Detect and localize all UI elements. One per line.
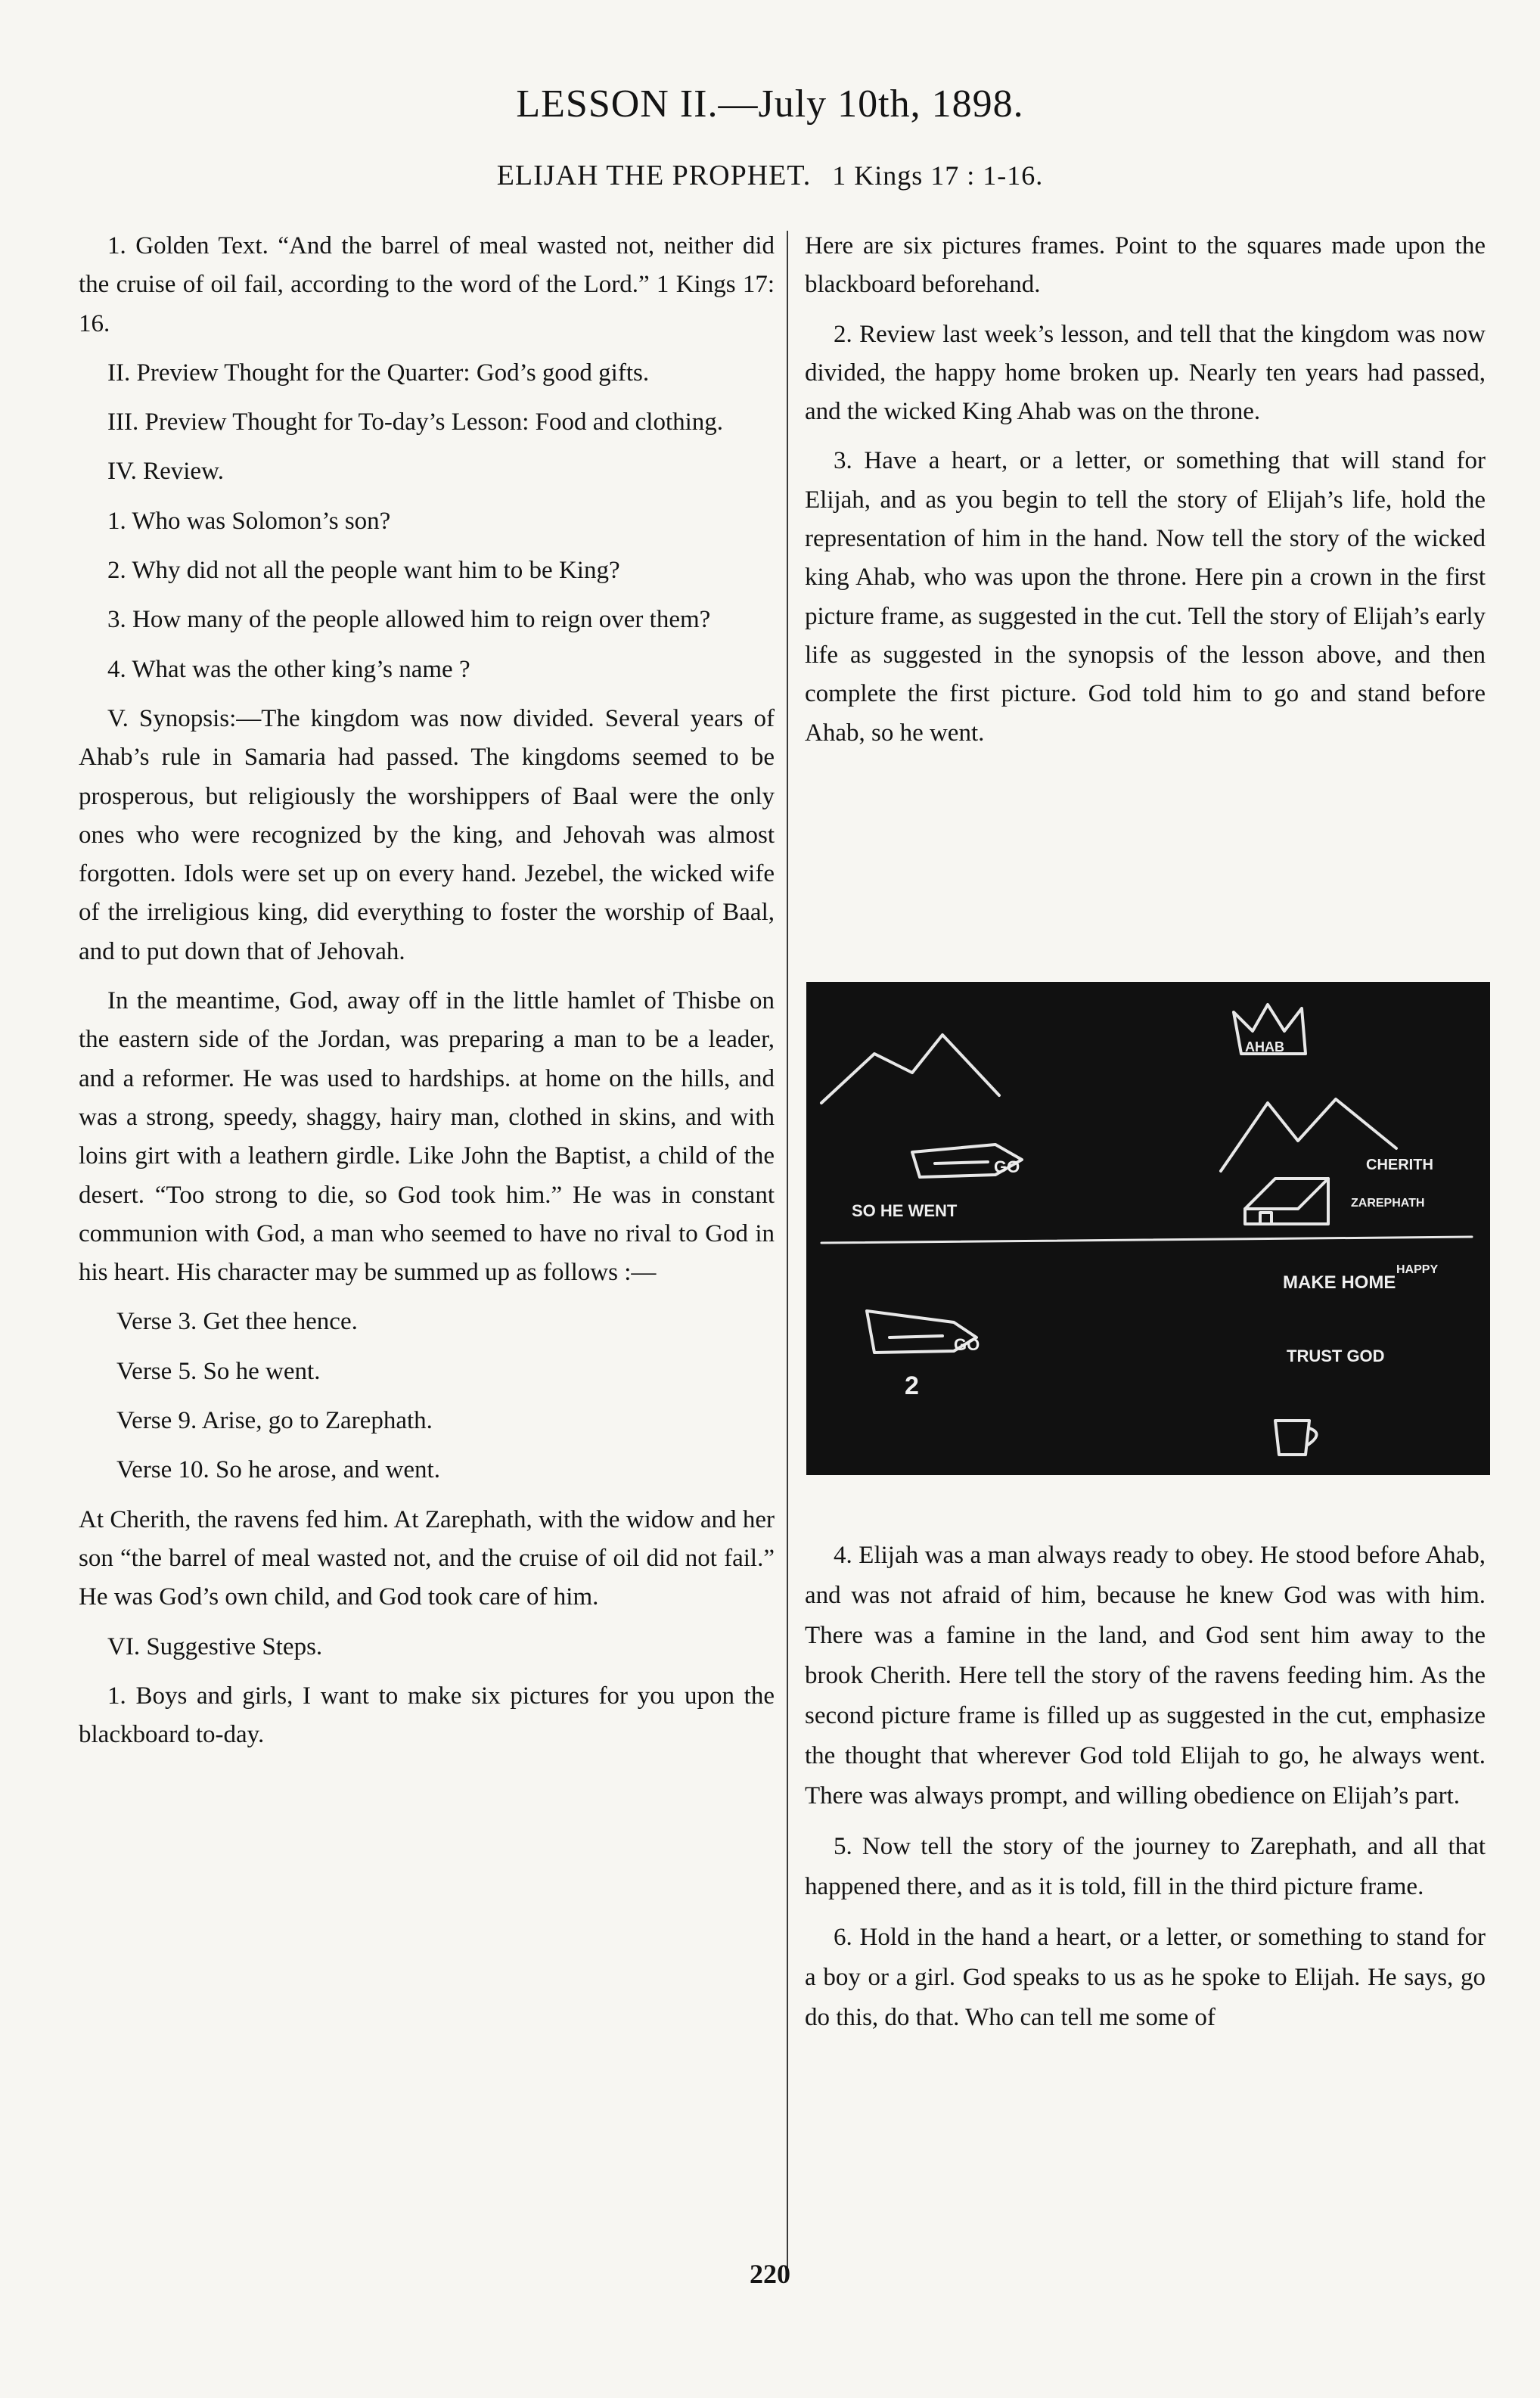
column-divider bbox=[787, 231, 788, 2273]
step-1: 1. Boys and girls, I want to make six pictures for you upon the blackboard to-day. bbox=[79, 1682, 775, 1749]
step-2: 2. Review last week’s lesson, and tell that the kingdom was now divided, the happy home broken up. Nearly ten years had passed, and the wicked King Ahab was on the throne. bbox=[805, 320, 1486, 426]
go-label-2: GO bbox=[954, 1335, 980, 1354]
crown-label: AHAB bbox=[1245, 1039, 1284, 1055]
make-home-label: MAKE HOME bbox=[1283, 1272, 1396, 1293]
synopsis: V. Synopsis:—The kingdom was now divided. Several years of Ahab’s rule in Samaria had passed. The kingdoms seemed to be prosperous, but religiously the worshippers of Baal were the only ones who were recognized by the king, and Jehovah was almost forgotten. Idols were set up on every hand. Jezebel, the wicked wife of the irreligious king, did everything to foster the worship of Baal, and to put down that of Jehovah. bbox=[79, 704, 775, 965]
review-question-3: 3. How many of the people allowed him to reign over them? bbox=[107, 606, 711, 634]
mountains-left-drawing bbox=[821, 1035, 999, 1103]
lesson-subtitle bbox=[0, 159, 1540, 192]
divider-line bbox=[821, 1237, 1472, 1243]
so-he-went-label: SO HE WENT bbox=[852, 1201, 958, 1220]
go-label-1: GO bbox=[994, 1157, 1020, 1176]
cherith-label: CHERITH bbox=[1366, 1157, 1433, 1173]
right-column-top bbox=[805, 227, 1486, 753]
cup-icon bbox=[1275, 1421, 1317, 1455]
step-6: 6. Hold in the hand a heart, or a letter, or something to stand for a boy or a girl. God speaks to us as he spoke to Elijah. He says, go do this, do that. Who can tell me some of bbox=[805, 1924, 1486, 2031]
step-1-continued: Here are six pictures frames. Point to the squares made upon the blackboard beforehand. bbox=[805, 232, 1486, 299]
verse-5: Verse 5. So he went. bbox=[116, 1357, 321, 1385]
zarephath-label: ZAREPHATH bbox=[1351, 1197, 1425, 1210]
review-heading: IV. Review. bbox=[107, 458, 224, 486]
review-question-4: 4. What was the other king’s name ? bbox=[107, 655, 470, 683]
right-column-bottom bbox=[805, 1536, 1486, 2038]
step-5: 5. Now tell the story of the journey to Zarephath, and all that happened there, and as it is told, fill in the third picture frame. bbox=[805, 1833, 1486, 1900]
blackboard-illustration bbox=[806, 982, 1490, 1475]
altar-drawing bbox=[1245, 1179, 1328, 1224]
cherith-paragraph: At Cherith, the ravens fed him. At Zarephath, with the widow and her son “the barrel of meal wasted not, and the cruise of oil did not fail.” He was God’s own child, and God took care of him. bbox=[79, 1505, 775, 1611]
golden-text: 1. Golden Text. “And the barrel of meal wasted not, neither did the cruise of oil fail, according to the word of the Lord.” 1 Kings 17: 16. bbox=[79, 232, 775, 337]
lesson-title: LESSON II.—July 10th, 1898. bbox=[516, 82, 1024, 126]
review-question-2: 2. Why did not all the people want him to be King? bbox=[107, 557, 620, 585]
preview-today: III. Preview Thought for To-day’s Lesson: Food and clothing. bbox=[107, 408, 724, 436]
review-question-1: 1. Who was Solomon’s son? bbox=[107, 507, 391, 535]
preview-quarter: II. Preview Thought for the Quarter: God’s good gifts. bbox=[107, 359, 650, 387]
trust-god-label: TRUST GOD bbox=[1287, 1347, 1385, 1365]
scripture-reference: 1 Kings 17 : 1-16. bbox=[832, 160, 1044, 191]
page-number: 220 bbox=[750, 2259, 790, 2289]
frame-number-label: 2 bbox=[905, 1371, 919, 1400]
suggestive-steps-heading: VI. Suggestive Steps. bbox=[107, 1632, 323, 1660]
lesson-subtitle-text: ELIJAH THE PROPHET. bbox=[496, 160, 812, 191]
left-column bbox=[79, 227, 775, 1754]
verse-3: Verse 3. Get thee hence. bbox=[116, 1308, 358, 1336]
meantime-paragraph: In the meantime, God, away off in the little hamlet of Thisbe on the eastern side of the Jordan, was preparing a man to be a leader, and a reformer. He was used to hardships. at home on the hills, and was a strong, speedy, shaggy, hairy man, clothed in skins, and with loins girt with a leathern girdle. Like John the Baptist, a child of the desert. “Too strong to die, so God took him.” He was in constant communion with God, a man who seemed to have no rival to God in his heart. His character may be summed up as follows :— bbox=[79, 987, 775, 1287]
step-3: 3. Have a heart, or a letter, or something that will stand for Elijah, and as you begin to tell the story of Elijah’s life, hold the representation of him in the hand. Now tell the story of the wicked king Ahab, who was upon the throne. Here pin a crown in the first picture frame, as suggested in the cut. Tell the story of Elijah’s early life as suggested in the synopsis of the lesson above, and then complete the first picture. God told him to go and stand before Ahab, so he went. bbox=[805, 447, 1486, 747]
verse-9: Verse 9. Arise, go to Zarephath. bbox=[116, 1407, 433, 1435]
verse-10: Verse 10. So he arose, and went. bbox=[116, 1456, 440, 1484]
happy-label: HAPPY bbox=[1396, 1263, 1439, 1276]
step-4: 4. Elijah was a man always ready to obey. He stood before Ahab, and was not afraid of him, because he knew God was with him. There was a famine in the land, and God sent him away to the brook Cherith. Here tell the story of the ravens feeding him. As the second picture frame is filled up as suggested in the cut, emphasize the thought that wherever God told Elijah to go, he always went. There was always prompt, and willing obedience on Elijah’s part. bbox=[805, 1542, 1486, 1809]
